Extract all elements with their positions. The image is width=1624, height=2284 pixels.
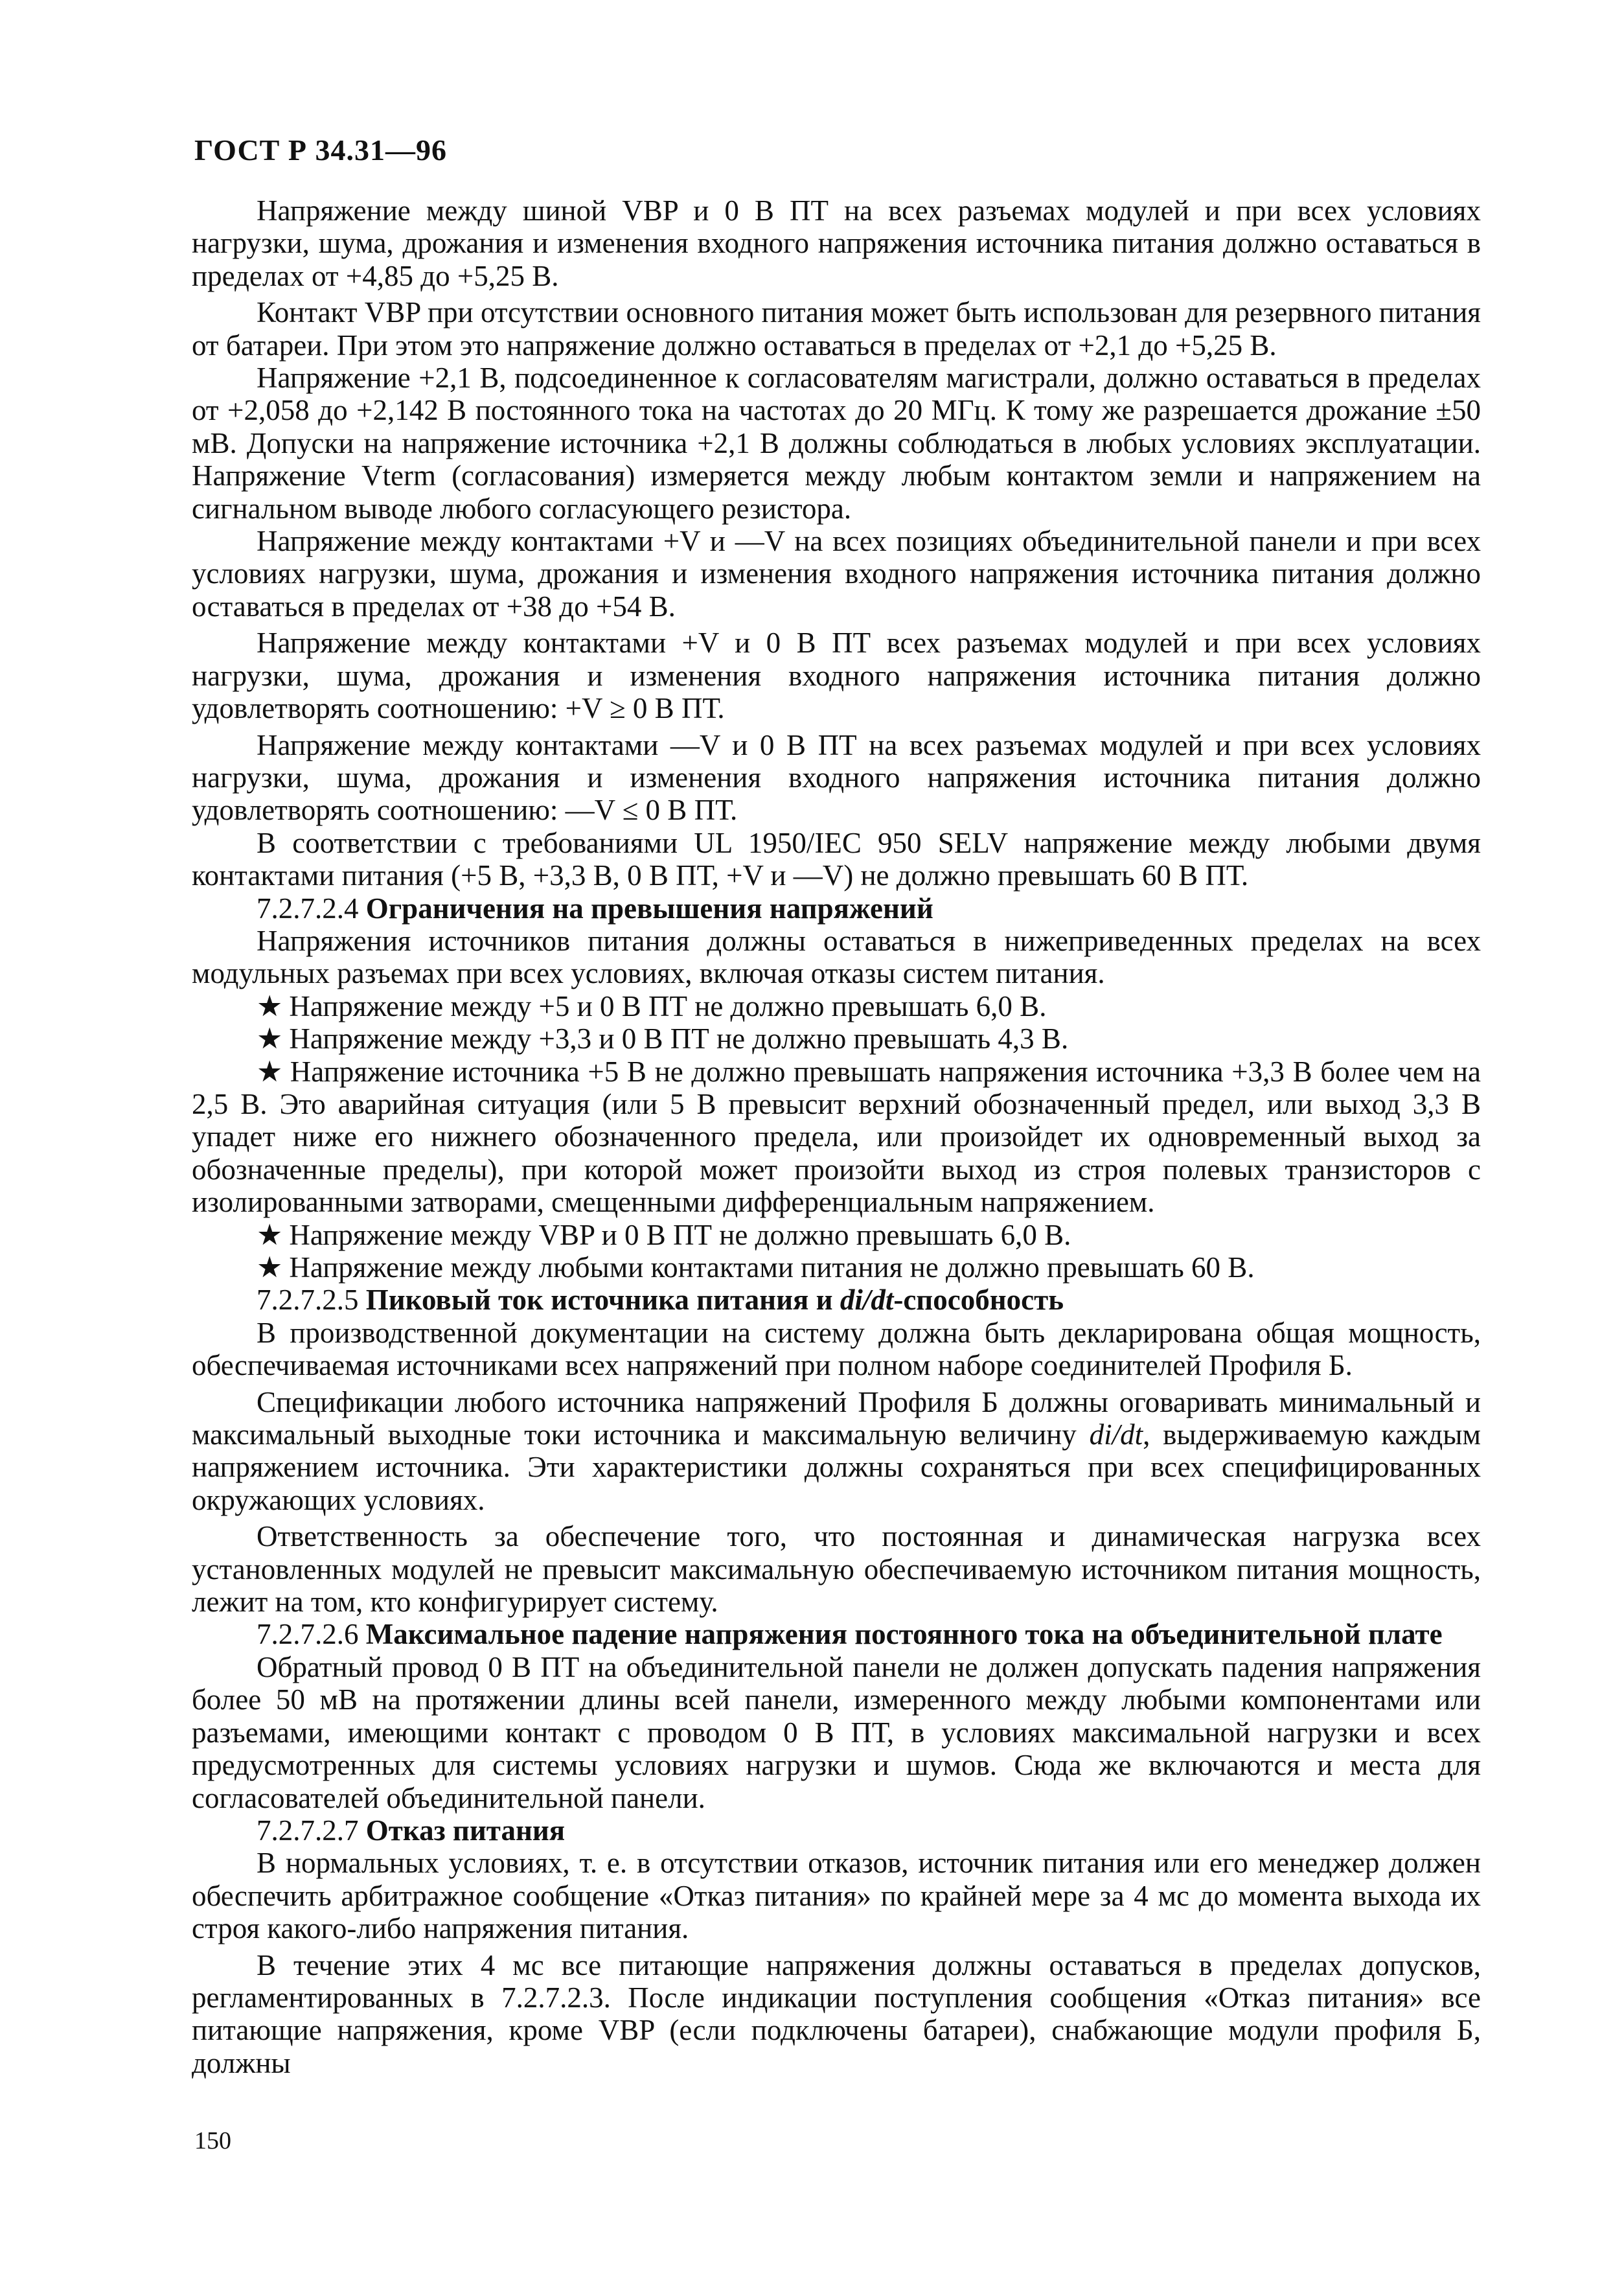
star-bullet-icon: ★ bbox=[257, 1251, 283, 1284]
paragraph: Напряжения источников питания должны оставаться в нижеприведенных пределах на всех модульных разъемах при всех условиях, включая отказы систем питания. bbox=[192, 924, 1481, 990]
paragraph: В нормальных условиях, т. е. в отсутствии отказов, источник питания или его менеджер должен обеспечить арбитражное сообщение «Отказ питания» по крайней мере за 4 мс до момента выхода их строя какого-либо напряжения питания. bbox=[192, 1847, 1481, 1945]
paragraph: Ответственность за обеспечение того, что постоянная и динамическая нагрузка всех установленных модулей не превысит максимальную обеспечиваемую источником питания мощность, лежит на том, кто конфигурирует систему. bbox=[192, 1520, 1481, 1619]
bullet-item bbox=[192, 1219, 1481, 1251]
paragraph: Напряжение +2,1 В, подсоединенное к согласователям магистрали, должно оставаться в пределах от +2,058 до +2,142 В постоянного тока на частотах до 20 МГц. К тому же разрешается дрожание ±50 мВ. Допуски на напряжение источника +2,1 В должны соблюдаться в любых условиях эксплуатации. Напряжение Vterm (согласования) измеряется между любым контактом земли и напряжением на сигнальном выводе любого согласующего резистора. bbox=[192, 362, 1481, 525]
document-body bbox=[192, 194, 1481, 2079]
paragraph bbox=[192, 1386, 1481, 1517]
section-title-italic: di/dt bbox=[840, 1284, 894, 1317]
section-number: 7.2.7.2.4 bbox=[257, 892, 359, 925]
section-title-part: Пиковый ток источника питания и bbox=[365, 1284, 840, 1317]
star-bullet-icon: ★ bbox=[257, 1022, 283, 1055]
section-title-part: -способность bbox=[893, 1284, 1064, 1317]
paragraph: В соответствии с требованиями UL 1950/IEC 950 SELV напряжение между любыми двумя контактами питания (+5 В, +3,3 В, 0 В ПТ, +V и —V) не должно превышать 60 В ПТ. bbox=[192, 826, 1481, 892]
section-title: Максимальное падение напряжения постоянного тока на объединительной плате bbox=[365, 1618, 1443, 1651]
section-heading bbox=[192, 1284, 1481, 1316]
bullet-text: Напряжение между +5 и 0 В ПТ не должно превышать 6,0 В. bbox=[289, 989, 1047, 1022]
paragraph-italic: di/dt bbox=[1089, 1418, 1143, 1451]
section-number: 7.2.7.2.5 bbox=[257, 1284, 359, 1317]
bullet-text: Напряжение между VBP и 0 В ПТ не должно превышать 6,0 В. bbox=[289, 1218, 1071, 1251]
bullet-item bbox=[192, 1055, 1481, 1219]
paragraph: Напряжение между контактами —V и 0 В ПТ на всех разъемах модулей и при всех условиях нагрузки, шума, дрожания и изменения входного напряжения источника питания должно удовлетворять соотношению: —V ≤ 0 В ПТ. bbox=[192, 728, 1481, 827]
bullet-item bbox=[192, 1251, 1481, 1284]
paragraph: В течение этих 4 мс все питающие напряжения должны оставаться в пределах допусков, регламентированных в 7.2.7.2.3. После индикации поступления сообщения «Отказ питания» все питающие напряжения, кроме VBP (если подключены батареи), снабжающие модули профиля Б, должны bbox=[192, 1948, 1481, 2079]
paragraph: Напряжение между шиной VBP и 0 В ПТ на всех разъемах модулей и при всех условиях нагрузки, шума, дрожания и изменения входного напряжения источника питания должно оставаться в пределах от +4,85 до +5,25 В. bbox=[192, 194, 1481, 292]
paragraph: В производственной документации на систему должна быть декларирована общая мощность, обеспечиваемая источниками всех напряжений при полном наборе соединителей Профиля Б. bbox=[192, 1316, 1481, 1382]
document-header: ГОСТ Р 34.31—96 bbox=[194, 133, 447, 167]
paragraph: Обратный провод 0 В ПТ на объединительной панели не должен допускать падения напряжения более 50 мВ на протяжении длины всей панели, измеренного между любыми компонентами или разъемами, имеющими контакт с проводом 0 В ПТ, в условиях максимальной нагрузки и всех предусмотренных для системы условиях нагрузки и шумов. Сюда же включаются и места для согласователей объединительной панели. bbox=[192, 1650, 1481, 1814]
section-title bbox=[366, 1284, 1064, 1316]
section-heading bbox=[192, 1618, 1481, 1650]
paragraph: Напряжение между контактами +V и 0 В ПТ всех разъемах модулей и при всех условиях нагрузки, шума, дрожания и изменения входного напряжения источника питания должно удовлетворять соотношению: +V ≥ 0 В ПТ. bbox=[192, 627, 1481, 725]
star-bullet-icon: ★ bbox=[257, 1218, 283, 1251]
star-bullet-icon: ★ bbox=[257, 989, 283, 1022]
star-bullet-icon: ★ bbox=[257, 1055, 284, 1088]
section-number: 7.2.7.2.7 bbox=[257, 1814, 359, 1847]
bullet-text: Напряжение между +3,3 и 0 В ПТ не должно превышать 4,3 В. bbox=[289, 1022, 1069, 1055]
bullet-item bbox=[192, 1022, 1481, 1055]
section-title: Ограничения на превышения напряжений bbox=[365, 892, 933, 925]
paragraph-part: Спецификации любого источника напряжений Профиля Б должны оговаривать минимальный и максимальный выходные токи источника и максимальную величину bbox=[192, 1385, 1481, 1451]
page-number: 150 bbox=[194, 2127, 231, 2154]
bullet-item bbox=[192, 990, 1481, 1022]
section-heading bbox=[192, 1814, 1481, 1847]
paragraph: Контакт VBP при отсутствии основного питания может быть использован для резервного питания от батареи. При этом это напряжение должно оставаться в пределах от +2,1 до +5,25 В. bbox=[192, 296, 1481, 362]
section-title: Отказ питания bbox=[365, 1814, 566, 1847]
paragraph: Напряжение между контактами +V и —V на всех позициях объединительной панели и при всех условиях нагрузки, шума, дрожания и изменения входного напряжения источника питания должно оставаться в пределах от +38 до +54 В. bbox=[192, 525, 1481, 623]
section-number: 7.2.7.2.6 bbox=[257, 1618, 359, 1651]
paragraph-part: , выдерживаемую каждым напряжением источника. Эти характеристики должны сохраняться при всех специфицированных окружающих условиях. bbox=[192, 1418, 1481, 1516]
section-heading bbox=[192, 892, 1481, 925]
bullet-text: Напряжение источника +5 В не должно превышать напряжения источника +3,3 В более чем на 2,5 В. Это аварийная ситуация (или 5 В превысит верхний обозначенный предел, или выход 3,3 В упадет ниже его нижнего обозначенного предела, или произойдет их одновременный выход за обозначенные пределы), при которой может произойти выход из строя полевых транзисторов с изолированными затворами, смещенными дифференциальным напряжением. bbox=[192, 1055, 1481, 1219]
bullet-text: Напряжение между любыми контактами питания не должно превышать 60 В. bbox=[289, 1251, 1255, 1284]
